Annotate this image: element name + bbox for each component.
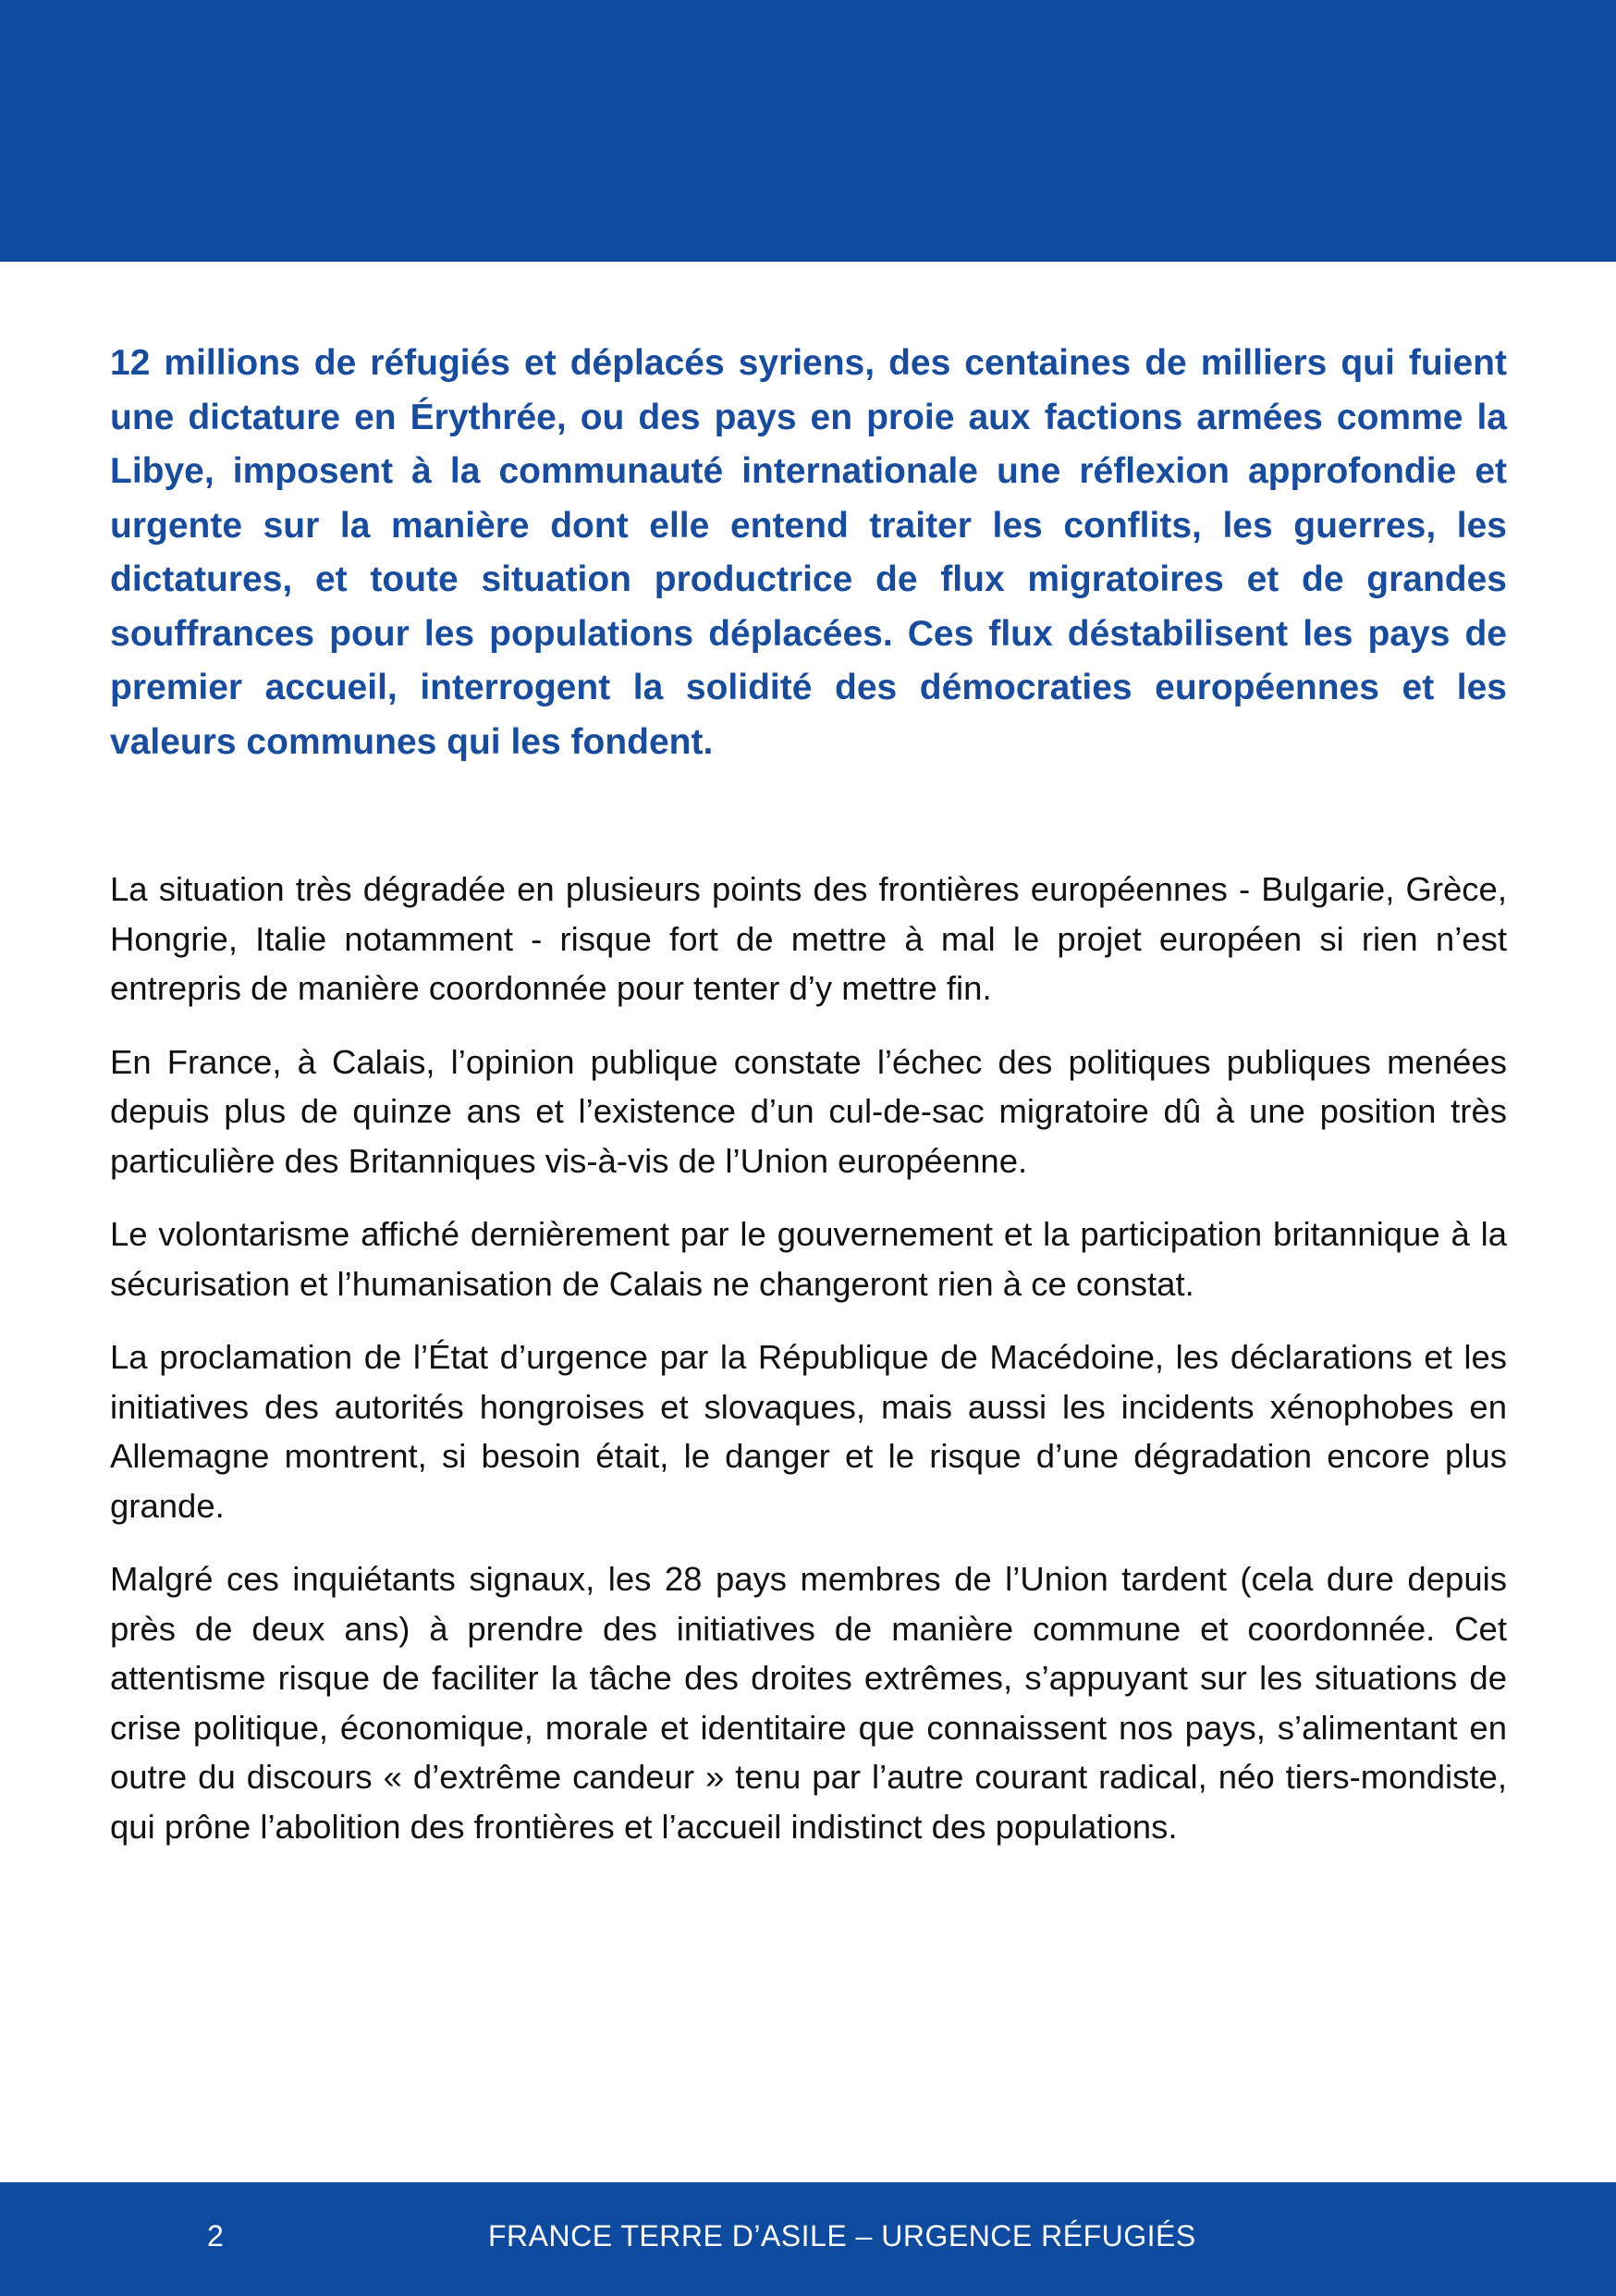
body-paragraph: La proclamation de l’État d’urgence par la République de Macédoine, les déclarations et les initiatives des autorités hongroises et slovaques, mais aussi les incidents xénophobes en Allemagne montrent, si besoin était, le danger et le risque d’une dégradation encore plus grande. <box>110 1338 1507 1525</box>
footer-banner <box>0 2182 1616 2296</box>
body-paragraph: Le volontarisme affiché dernièrement par le gouvernement et la participation britannique à la sécurisation et l’humanisation de Calais ne changeront rien à ce constat. <box>110 1215 1507 1303</box>
header-banner <box>0 0 1616 262</box>
footer-title: FRANCE TERRE D’ASILE – URGENCE RÉFUGIÉS <box>488 2219 1196 2253</box>
body-paragraph: Malgré ces inquiétants signaux, les 28 pays membres de l’Union tardent (cela dure depuis près de deux ans) à prendre des initiatives de manière commune et coordonnée. Cet attentisme risque de faciliter la tâche des droites extrêmes, s’appuyant sur les situations de crise politique, économique, morale et identitaire que connaissent nos pays, s’alimentant en outre du discours « d’extrême candeur » tenu par l’autre courant radical, néo tiers-mondiste, qui prône l’abolition des frontières et l’accueil indistinct des populations. <box>110 1560 1507 1846</box>
body-paragraph: La situation très dégradée en plusieurs points des frontières européennes - Bulgarie, Grèce, Hongrie, Italie notamment - risque fort de mettre à mal le projet européen si rien n’est entrepris de manière coordonnée pour tenter d’y mettre fin. <box>110 870 1507 1007</box>
body-paragraph: En France, à Calais, l’opinion publique constate l’échec des politiques publiques menées depuis plus de quinze ans et l’existence d’un cul-de-sac migratoire dû à une position très particulière des Britanniques vis-à-vis de l’Union européenne. <box>110 1042 1507 1180</box>
body-text <box>110 865 1507 1875</box>
page-number: 2 <box>207 2219 224 2253</box>
intro-paragraph: 12 millions de réfugiés et déplacés syriens, des centaines de milliers qui fuient une dictature en Érythrée, ou des pays en proie aux factions armées comme la Libye, imposent à la communauté internationale une réflexion approfondie et urgente sur la manière dont elle entend traiter les conflits, les guerres, les dictatures, et toute situation productrice de flux migratoires et de grandes souffrances pour les populations déplacées. Ces flux déstabilisent les pays de premier accueil, interrogent la solidité des démocraties européennes et les valeurs communes qui les fondent. <box>110 343 1507 762</box>
